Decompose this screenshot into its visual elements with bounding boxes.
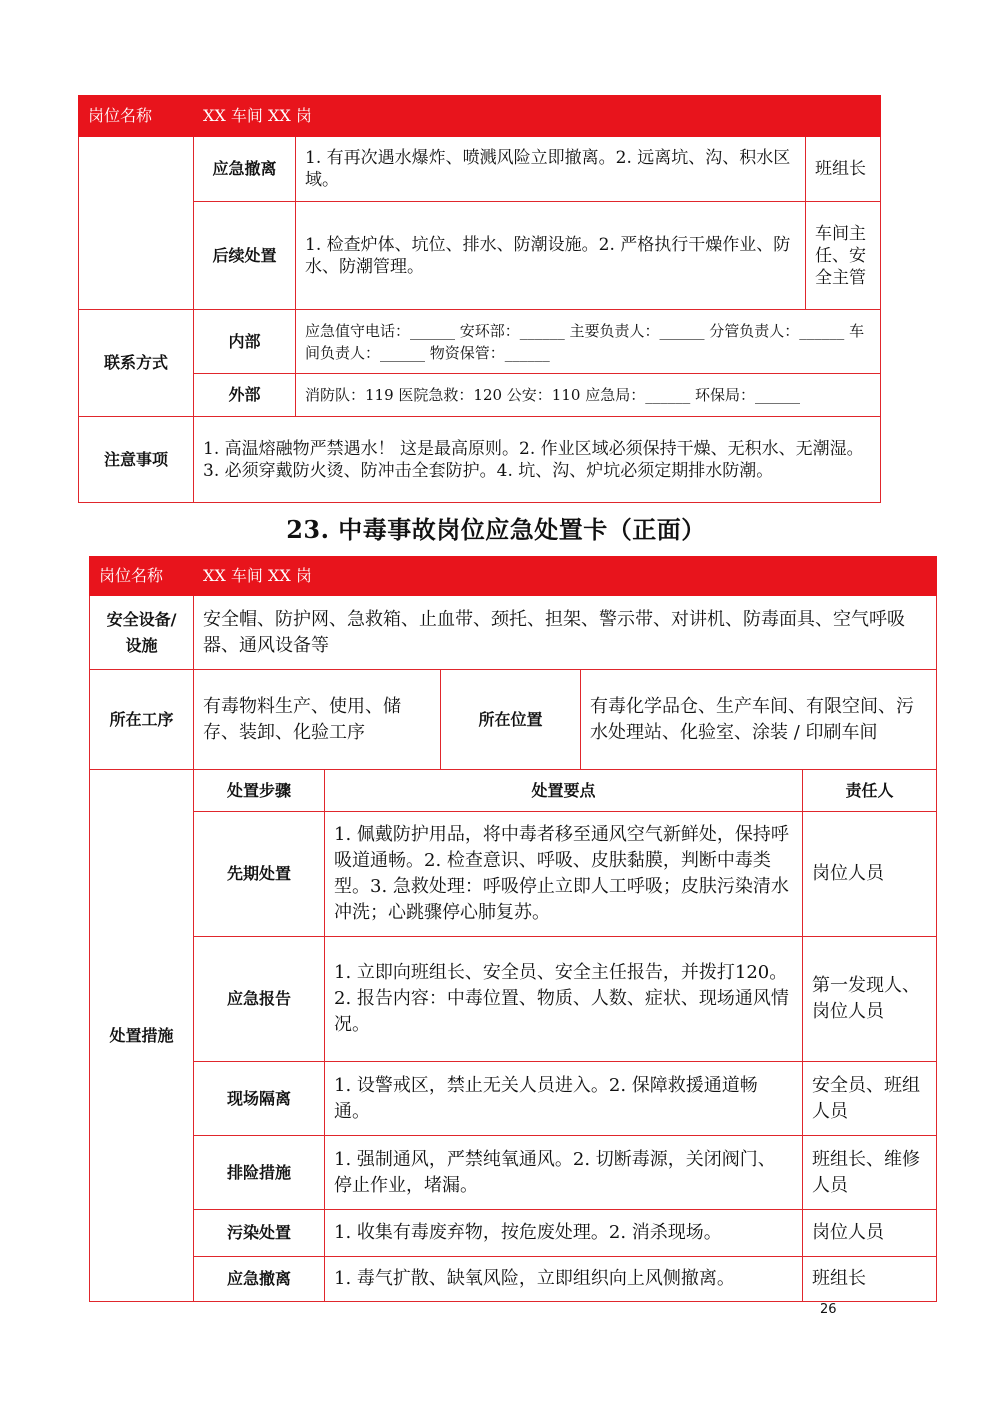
card1-table xyxy=(78,95,881,503)
step-person: 岗位人员 xyxy=(803,1210,937,1257)
step-label: 先期处置 xyxy=(194,812,325,937)
external-contact-label: 外部 xyxy=(194,374,296,417)
equipment-label: 安全设备/设施 xyxy=(90,596,194,670)
card1-step-person: 班组长 xyxy=(806,137,881,202)
location-label: 所在位置 xyxy=(441,670,581,770)
card2-header-value: XX 车间 XX 岗 xyxy=(194,557,937,596)
card1-header-value: XX 车间 XX 岗 xyxy=(194,96,881,137)
step-content-line: 2. 报告内容：中毒位置、物质、人数、症状、现场通风情况。 xyxy=(334,988,789,1035)
internal-contact-label: 内部 xyxy=(194,310,296,374)
column-header-step: 处置步骤 xyxy=(194,770,325,812)
card1-blank-cell xyxy=(79,137,194,310)
card2-header-label: 岗位名称 xyxy=(90,557,194,596)
step-content: 1. 收集有毒废弃物，按危废处理。2. 消杀现场。 xyxy=(325,1210,803,1257)
step-content: 1. 佩戴防护用品，将中毒者移至通风空气新鲜处，保持呼吸道通畅。2. 检查意识、呼吸、皮肤黏膜，判断中毒类型。3. 急救处理：呼吸停止立即人工呼吸；皮肤污染清水冲洗；心跳骤停心肺复苏。 xyxy=(325,812,803,937)
step-person: 安全员、班组人员 xyxy=(803,1062,937,1136)
card1-step-label: 后续处置 xyxy=(194,202,296,310)
notes-label: 注意事项 xyxy=(79,417,194,503)
step-content: 1. 设警戒区，禁止无关人员进入。2. 保障救援通道畅通。 xyxy=(325,1062,803,1136)
step-content-line: 1. 立即向班组长、安全员、安全主任报告，并拨打120。 xyxy=(334,962,788,983)
page-number: 26 xyxy=(820,1302,837,1317)
internal-contact-value: 应急值守电话：______ 安环部：______ 主要负责人：______ 分管负责人：______ 车间负责人：______ 物资保管：______ xyxy=(296,310,881,374)
card2-title: 23. 中毒事故岗位应急处置卡（正面） xyxy=(286,515,706,544)
step-label: 污染处置 xyxy=(194,1210,325,1257)
location-value: 有毒化学品仓、生产车间、有限空间、污水处理站、化验室、涂装 / 印刷车间 xyxy=(581,670,937,770)
measures-label: 处置措施 xyxy=(90,770,194,1302)
step-label: 排险措施 xyxy=(194,1136,325,1210)
card1-step-content: 1. 有再次遇水爆炸、喷溅风险立即撤离。2. 远离坑、沟、积水区域。 xyxy=(296,137,806,202)
process-value: 有毒物料生产、使用、储存、装卸、化验工序 xyxy=(194,670,441,770)
step-content: 1. 毒气扩散、缺氧风险，立即组织向上风侧撤离。 xyxy=(325,1257,803,1302)
card2-table xyxy=(89,556,937,1302)
step-person: 岗位人员 xyxy=(803,812,937,937)
card1-step-label: 应急撤离 xyxy=(194,137,296,202)
equipment-value: 安全帽、防护网、急救箱、止血带、颈托、担架、警示带、对讲机、防毒面具、空气呼吸器、通风设备等 xyxy=(194,596,937,670)
step-person: 第一发现人、岗位人员 xyxy=(803,937,937,1062)
contact-label: 联系方式 xyxy=(79,310,194,417)
step-content xyxy=(325,937,803,1062)
card1-step-content: 1. 检查炉体、坑位、排水、防潮设施。2. 严格执行干燥作业、防水、防潮管理。 xyxy=(296,202,806,310)
column-header-person: 责任人 xyxy=(803,770,937,812)
notes-value: 1. 高温熔融物严禁遇水！ 这是最高原则。2. 作业区域必须保持干燥、无积水、无潮湿。3. 必须穿戴防火烫、防冲击全套防护。4. 坑、沟、炉坑必须定期排水防潮。 xyxy=(194,417,881,503)
external-contact-value: 消防队：119 医院急救：120 公安：110 应急局：______ 环保局：______ xyxy=(296,374,881,417)
step-person: 班组长 xyxy=(803,1257,937,1302)
card1-step-person: 车间主任、安全主管 xyxy=(806,202,881,310)
card1-header-label: 岗位名称 xyxy=(79,96,194,137)
step-label: 应急报告 xyxy=(194,937,325,1062)
step-label: 应急撤离 xyxy=(194,1257,325,1302)
process-label: 所在工序 xyxy=(90,670,194,770)
column-header-points: 处置要点 xyxy=(325,770,803,812)
step-content: 1. 强制通风，严禁纯氧通风。2. 切断毒源，关闭阀门、停止作业，堵漏。 xyxy=(325,1136,803,1210)
step-label: 现场隔离 xyxy=(194,1062,325,1136)
step-person: 班组长、维修人员 xyxy=(803,1136,937,1210)
